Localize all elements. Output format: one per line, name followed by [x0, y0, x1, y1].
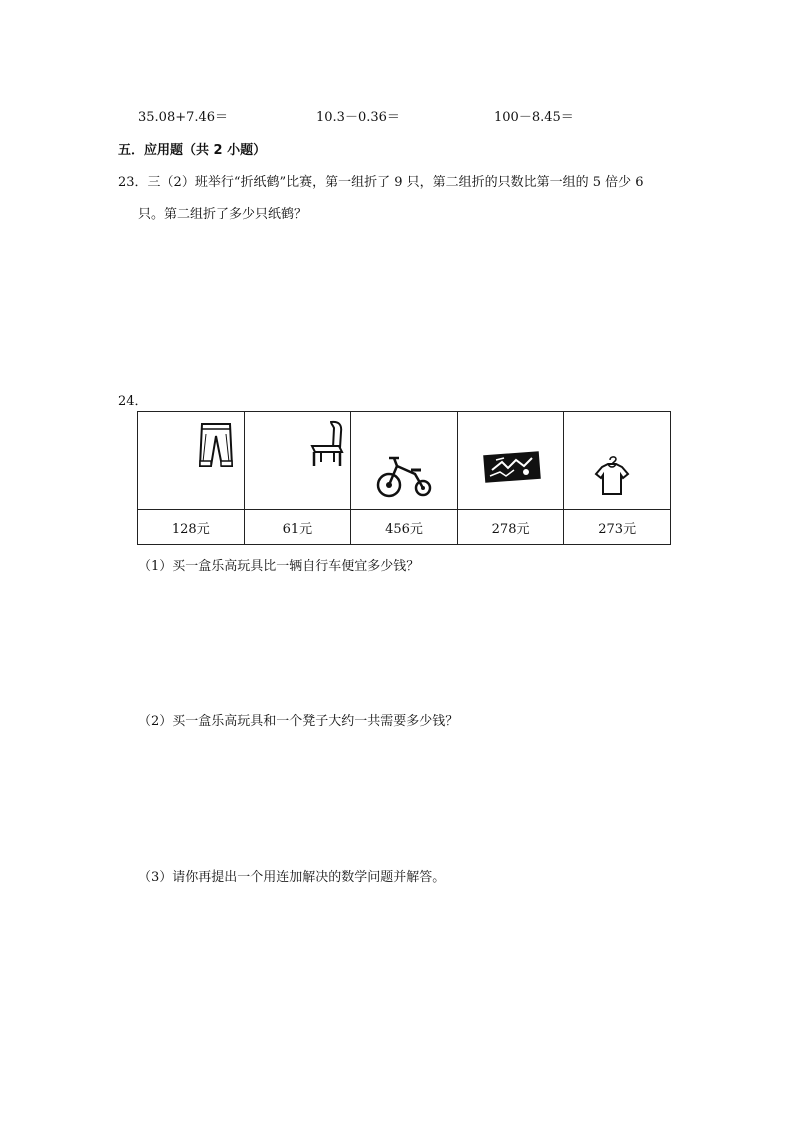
goods-price-table	[137, 411, 671, 545]
question-23-line-2: 只。第二组折了多少只纸鹤？	[138, 207, 308, 222]
calc-item-1: 35.08+7.46＝	[138, 110, 229, 125]
chair-icon	[309, 420, 345, 468]
goods-cell-lego	[457, 412, 564, 510]
price-tricycle: 456元	[351, 510, 458, 545]
calc-item-3: 100－8.45＝	[494, 110, 574, 125]
question-24-part-1: （1）买一盒乐高玩具比一辆自行车便宜多少钱？	[138, 559, 420, 574]
price-tshirt: 273元	[564, 510, 671, 545]
goods-cell-chair	[244, 412, 351, 510]
question-23-line-1: 23．三（2）班举行“折纸鹤”比赛，第一组折了 9 只，第二组折的只数比第一组的 5 倍少 6	[118, 175, 644, 190]
question-24-part-3: （3）请你再提出一个用连加解决的数学问题并解答。	[138, 870, 446, 885]
section-title: 五．应用题（共 2 小题）	[118, 143, 267, 158]
question-24-part-2: （2）买一盒乐高玩具和一个凳子大约一共需要多少钱？	[138, 714, 459, 729]
calc-item-2: 10.3－0.36＝	[316, 110, 400, 125]
goods-cell-pants	[138, 412, 245, 510]
lego-box-icon	[482, 450, 542, 484]
question-24-number: 24．	[118, 394, 148, 409]
price-pants: 128元	[138, 510, 245, 545]
price-chair: 61元	[244, 510, 351, 545]
goods-cell-tricycle	[351, 412, 458, 510]
pants-icon	[198, 422, 234, 468]
tricycle-icon	[375, 452, 435, 500]
tshirt-icon	[594, 454, 630, 496]
price-lego: 278元	[457, 510, 564, 545]
goods-cell-tshirt	[564, 412, 671, 510]
